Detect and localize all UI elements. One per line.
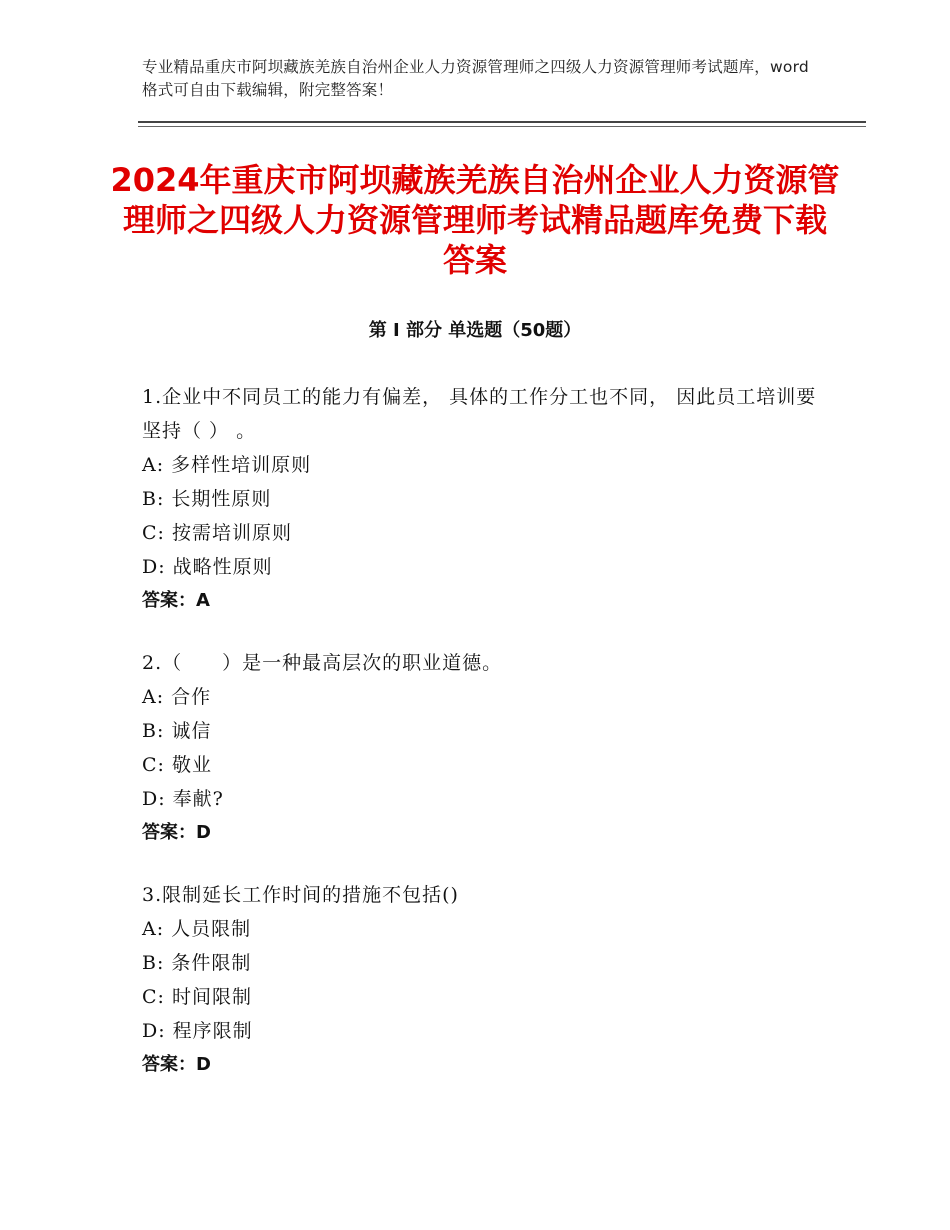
option-d: D: 奉献?	[142, 788, 224, 810]
header-divider-thick	[138, 121, 866, 123]
option-d: D: 程序限制	[142, 1020, 253, 1042]
header-divider-thin	[138, 126, 866, 127]
question-stem: 2.（ ）是一种最高层次的职业道德。	[142, 652, 503, 674]
option-c: C: 敬业	[142, 754, 212, 776]
question-stem: 1.企业中不同员工的能力有偏差， 具体的工作分工也不同， 因此员工培训要坚持（ ） 。	[142, 386, 817, 442]
option-c: C: 按需培训原则	[142, 522, 292, 544]
option-c: C: 时间限制	[142, 986, 252, 1008]
document-title: 2024年重庆市阿坝藏族羌族自治州企业人力资源管理师之四级人力资源管理师考试精品题库免费下载答案	[110, 161, 840, 279]
question-2	[142, 646, 822, 850]
question-3	[142, 878, 822, 1082]
answer-label: 答案：A	[142, 590, 210, 611]
question-list	[142, 380, 822, 1110]
answer-label: 答案：D	[142, 822, 211, 843]
option-a: A: 合作	[142, 686, 212, 708]
answer-label: 答案：D	[142, 1054, 211, 1075]
option-a: A: 多样性培训原则	[142, 454, 312, 476]
question-stem: 3.限制延长工作时间的措施不包括()	[142, 884, 459, 906]
section-heading: 第 I 部分 单选题（50题）	[368, 320, 582, 341]
option-b: B: 条件限制	[142, 952, 252, 974]
option-b: B: 诚信	[142, 720, 212, 742]
question-1	[142, 380, 822, 618]
header-note: 专业精品重庆市阿坝藏族羌族自治州企业人力资源管理师之四级人力资源管理师考试题库，word格式可自由下载编辑，附完整答案！	[142, 58, 809, 99]
option-a: A: 人员限制	[142, 918, 252, 940]
option-b: B: 长期性原则	[142, 488, 272, 510]
option-d: D: 战略性原则	[142, 556, 273, 578]
